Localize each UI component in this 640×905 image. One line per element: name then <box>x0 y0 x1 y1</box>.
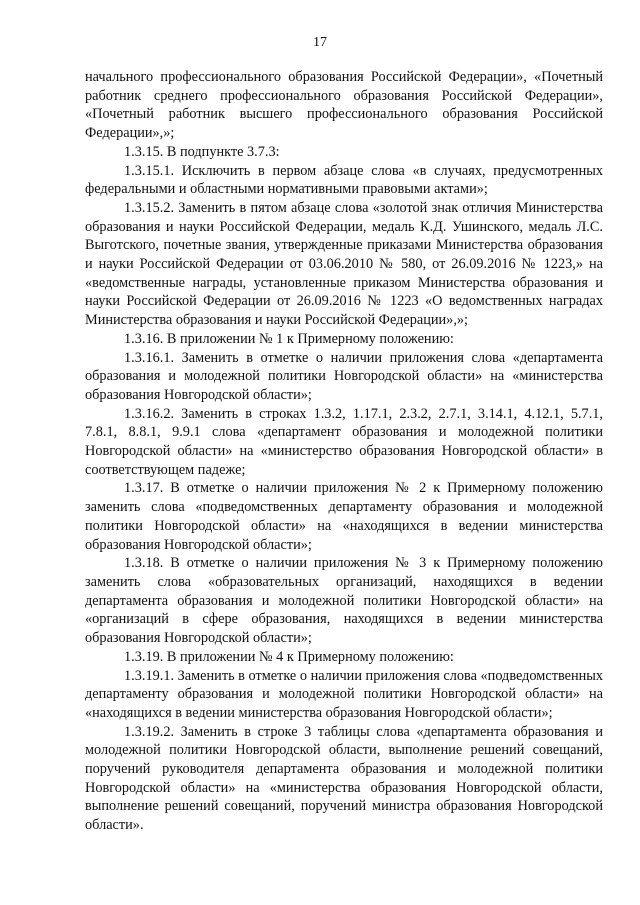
paragraph-continuation: начального профессионального образования Российской Федерации», «Почетный работник среднего профессионального образования Российской Федерации», «Почетный работник высшего профессионального образования Российской Федерации»,»; <box>85 69 603 142</box>
paragraph-1-3-15-1: 1.3.15.1. Исключить в первом абзаце слова «в случаях, предусмотренных федеральными и областными нормативными правовыми актами»; <box>85 162 603 198</box>
paragraph-1-3-15-2: 1.3.15.2. Заменить в пятом абзаце слова «золотой знак отличия Министерства образования и науки Российской Федерации, медаль К.Д. Ушинского, медаль Л.С. Выготского, почетные звания, утвержденные приказами Министерства образования и науки Российской Федерации от 03.06.2010 № 580, от 26.09.2016 № 1223,» на «ведомственные награды, установленные приказом Министерства образования и науки Российской Федерации от 26.09.2016 № 1223 «О ведомственных наградах Министерства образования и науки Российской Федерации»,»; <box>85 199 603 329</box>
paragraph-1-3-16-1: 1.3.16.1. Заменить в отметке о наличии приложения слова «департамента образования и молодежной политики Новгородской области» на «министерства образования Новгородской области»; <box>85 349 603 403</box>
paragraph-1-3-17: 1.3.17. В отметке о наличии приложения № 2 к Примерному положению заменить слова «подведомственных департаменту образования и молодежной политики Новгородской области» на «находящихся в ведении министерства образования Новгородской области»; <box>85 480 603 553</box>
page-number: 17 <box>313 35 327 50</box>
paragraph-1-3-19-2: 1.3.19.2. Заменить в строке 3 таблицы слова «департамента образования и молодежной политики Новгородской области, выполнение решений совещаний, поручений руководителя департамента образования и молодежной политики Новгородской области» на «министерства образования Новгородской области, выполнение решений совещаний, поручений министра образования Новгородской области». <box>85 723 603 834</box>
paragraph-1-3-16-2: 1.3.16.2. Заменить в строках 1.3.2, 1.17.1, 2.3.2, 2.7.1, 3.14.1, 4.12.1, 5.7.1, 7.8.1, 8.8.1, 9.9.1 слова «департамент образования и молодежной политики Новгородской области» на «министерство образования Новгородской области» в соответствующем падеже; <box>85 405 603 478</box>
paragraph-1-3-19: 1.3.19. В приложении № 4 к Примерному положению: <box>124 648 454 665</box>
paragraph-1-3-18: 1.3.18. В отметке о наличии приложения № 3 к Примерному положению заменить слова «образовательных организаций, находящихся в ведении департамента образования и молодежной политики Новгородской области» на «организаций в сфере образования, находящихся в ведении министерства образования Новгородской области»; <box>85 555 603 647</box>
document-body <box>85 68 603 835</box>
paragraph-1-3-19-1: 1.3.19.1. Заменить в отметке о наличии приложения слова «подведомственных департаменту образования и молодежной политики Новгородской области» на «находящихся в ведении министерства образования Новгородской области»; <box>85 667 604 721</box>
paragraph-1-3-16: 1.3.16. В приложении № 1 к Примерному положению: <box>124 330 454 347</box>
paragraph-1-3-15: 1.3.15. В подпункте 3.7.3: <box>124 143 280 160</box>
